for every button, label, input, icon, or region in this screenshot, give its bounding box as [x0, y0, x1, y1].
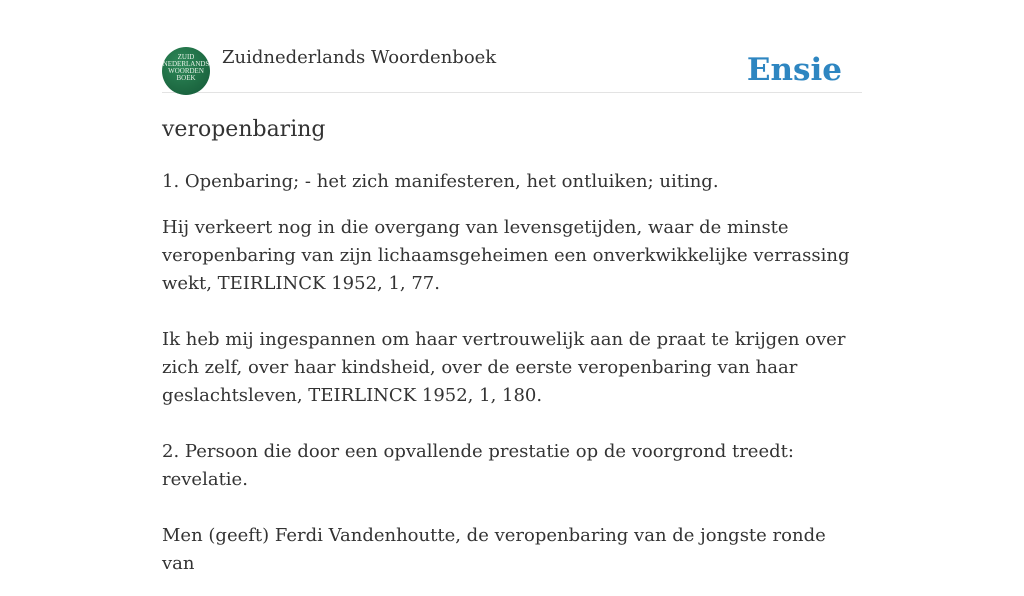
example-quote-3: Men (geeft) Ferdi Vandenhoutte, de veropenbaring van de jongste ronde van	[162, 525, 826, 574]
example-quote-2: Ik heb mij ingespannen om haar vertrouwelijk aan de praat te krijgen over zich zelf, over haar kindsheid, over de eerste veropenbaring van haar geslachtsleven, TEIRLINCK 1952, 1, 180.	[162, 329, 846, 406]
brand-logo[interactable]: Ensie	[746, 52, 842, 88]
logo-lettering	[162, 54, 210, 82]
definition-1: 1. Openbaring; - het zich manifesteren, het ontluiken; uiting.	[162, 171, 719, 192]
logo-line: WOORDEN	[168, 67, 204, 75]
header	[162, 45, 862, 93]
entry-term: veropenbaring	[162, 117, 326, 142]
site-title[interactable]: Zuidnederlands Woordenboek	[222, 47, 497, 68]
dictionary-logo[interactable]	[162, 47, 210, 95]
logo-line: NEDERLANDS	[162, 60, 210, 68]
example-quote-1: Hij verkeert nog in die overgang van levensgetijden, waar de minste veropenbaring van zijn lichaamsgeheimen een onverkwikkelijke verrassing wekt, TEIRLINCK 1952, 1, 77.	[162, 217, 850, 294]
definition-2: 2. Persoon die door een opvallende prestatie op de voorgrond treedt: revelatie.	[162, 441, 794, 490]
logo-line: ZUID	[177, 53, 195, 61]
entry-content	[162, 112, 862, 596]
logo-line: BOEK	[176, 74, 196, 82]
